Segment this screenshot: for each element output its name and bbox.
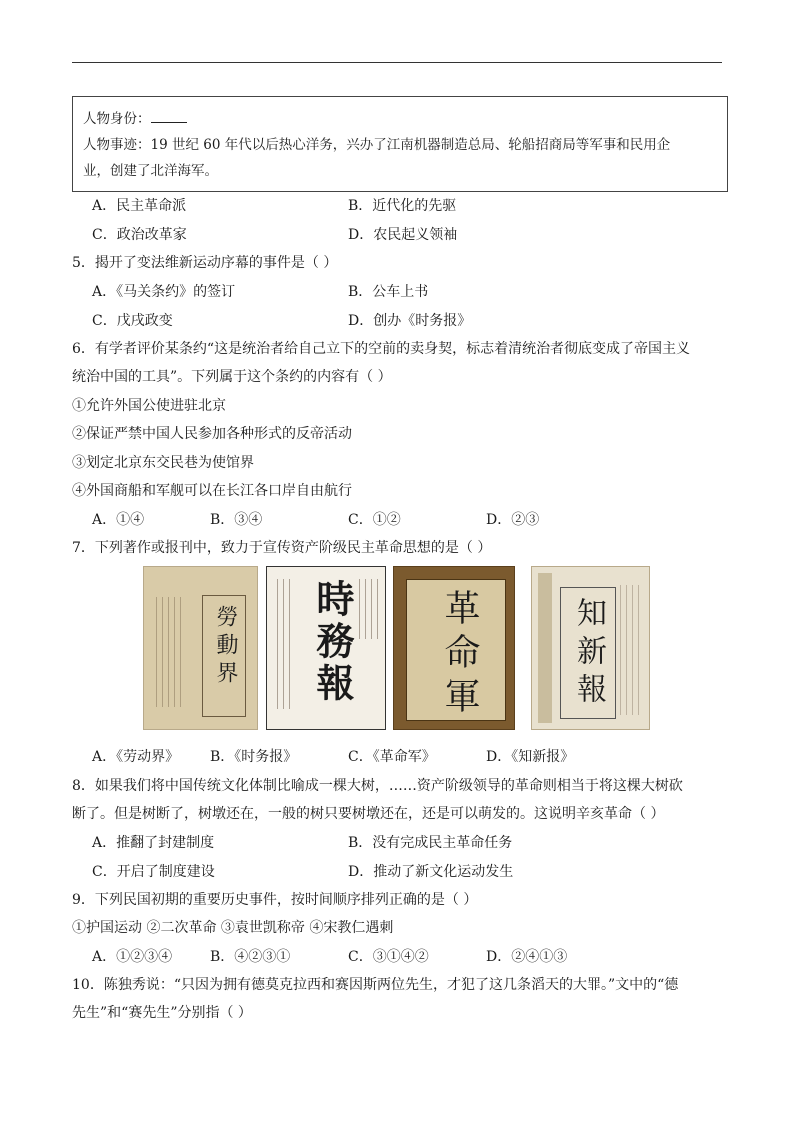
q9-stem: 9．下列民国初期的重要历史事件，按时间顺序排列正确的是（ ） (72, 892, 478, 908)
cover-text-lines (359, 579, 379, 639)
identity-label: 人物身份： (83, 111, 151, 127)
cover-zhixinbao-image (531, 566, 650, 730)
header-rule (72, 62, 722, 63)
q9-option-c: C．③①④② (348, 949, 429, 965)
q6-option-a: A．①④ (92, 512, 145, 528)
person-info-box (72, 96, 728, 192)
q7-option-c: C．《革命军》 (348, 749, 436, 765)
spine (538, 573, 552, 723)
q9-option-b: B．④②③① (210, 949, 291, 965)
q5-stem: 5．揭开了变法维新运动序幕的事件是（ ） (72, 255, 338, 271)
q6-option-d: D．②③ (486, 512, 540, 528)
q4-option-c: C．政治改革家 (92, 227, 187, 243)
cover-gemingjun-title: 革命軍 (439, 589, 480, 721)
q8-option-d: D．推动了新文化运动发生 (348, 864, 514, 880)
cover-gemingjun-image (393, 566, 515, 730)
q6-item-3: ③划定北京东交民巷为使馆界 (72, 455, 254, 471)
q7-stem: 7．下列著作或报刊中，致力于宣传资产阶级民主革命思想的是（ ） (72, 540, 492, 556)
cover-shiwubao-title: 時務報 (310, 579, 355, 705)
q9-option-d: D．②④①③ (486, 949, 568, 965)
q8-stem-line-1: 8．如果我们将中国传统文化体制比喻成一棵大树，……资产阶级领导的革命则相当于将这棵大树砍 (72, 778, 683, 794)
cover-laodongjie-title: 勞動界 (213, 605, 238, 689)
identity-line (83, 107, 187, 127)
q8-option-b: B．没有完成民主革命任务 (348, 835, 513, 851)
q7-option-d: D．《知新报》 (486, 749, 575, 765)
deeds-line-2: 业，创建了北洋海军。 (83, 163, 218, 179)
cover-text-lines (620, 585, 644, 715)
q4-option-a: A．民主革命派 (92, 198, 187, 214)
q8-option-a: A．推翻了封建制度 (92, 835, 215, 851)
q7-option-a: A．《劳动界》 (92, 749, 180, 765)
identity-blank (151, 110, 187, 123)
q6-option-b: B．③④ (210, 512, 263, 528)
cover-laodongjie-image (143, 566, 258, 730)
cover-text-lines (156, 597, 184, 707)
q10-stem-line-1: 10．陈独秀说：“只因为拥有德莫克拉西和赛因斯两位先生，才犯了这几条滔天的大罪。”文中的“德 (72, 977, 679, 993)
q6-stem-line-2: 统治中国的工具”。下列属于这个条约的内容有（ ） (72, 369, 392, 385)
q5-option-c: C．戊戌政变 (92, 313, 173, 329)
cover-shiwubao-image (266, 566, 386, 730)
q8-stem-line-2: 断了。但是树断了，树墩还在，一般的树只要树墩还在，还是可以萌发的。这说明辛亥革命（ ） (72, 806, 665, 822)
q8-option-c: C．开启了制度建设 (92, 864, 215, 880)
q9-items: ①护国运动 ②二次革命 ③袁世凯称帝 ④宋教仁遇刺 (72, 920, 394, 936)
q5-option-d: D．创办《时务报》 (348, 313, 472, 329)
q5-option-b: B．公车上书 (348, 284, 429, 300)
cover-zhixinbao-title: 知新報 (571, 597, 606, 711)
q6-item-1: ①允许外国公使进驻北京 (72, 398, 226, 414)
q4-option-d: D．农民起义领袖 (348, 227, 458, 243)
q6-option-c: C．①② (348, 512, 401, 528)
q5-option-a: A．《马关条约》的签订 (92, 284, 236, 300)
q10-stem-line-2: 先生”和“赛先生”分别指（ ） (72, 1005, 252, 1021)
q7-option-b: B．《时务报》 (210, 749, 298, 765)
cover-text-lines (277, 579, 295, 709)
q6-item-4: ④外国商船和军舰可以在长江各口岸自由航行 (72, 483, 352, 499)
q6-stem-line-1: 6．有学者评价某条约“这是统治者给自己立下的空前的卖身契，标志着清统治者彻底变成了帝国主义 (72, 341, 691, 357)
deeds-line-1: 人物事迹：19 世纪 60 年代以后热心洋务，兴办了江南机器制造总局、轮船招商局等军事和民用企 (83, 137, 671, 153)
q9-option-a: A．①②③④ (92, 949, 173, 965)
q6-item-2: ②保证严禁中国人民参加各种形式的反帝活动 (72, 426, 352, 442)
q4-option-b: B．近代化的先驱 (348, 198, 457, 214)
